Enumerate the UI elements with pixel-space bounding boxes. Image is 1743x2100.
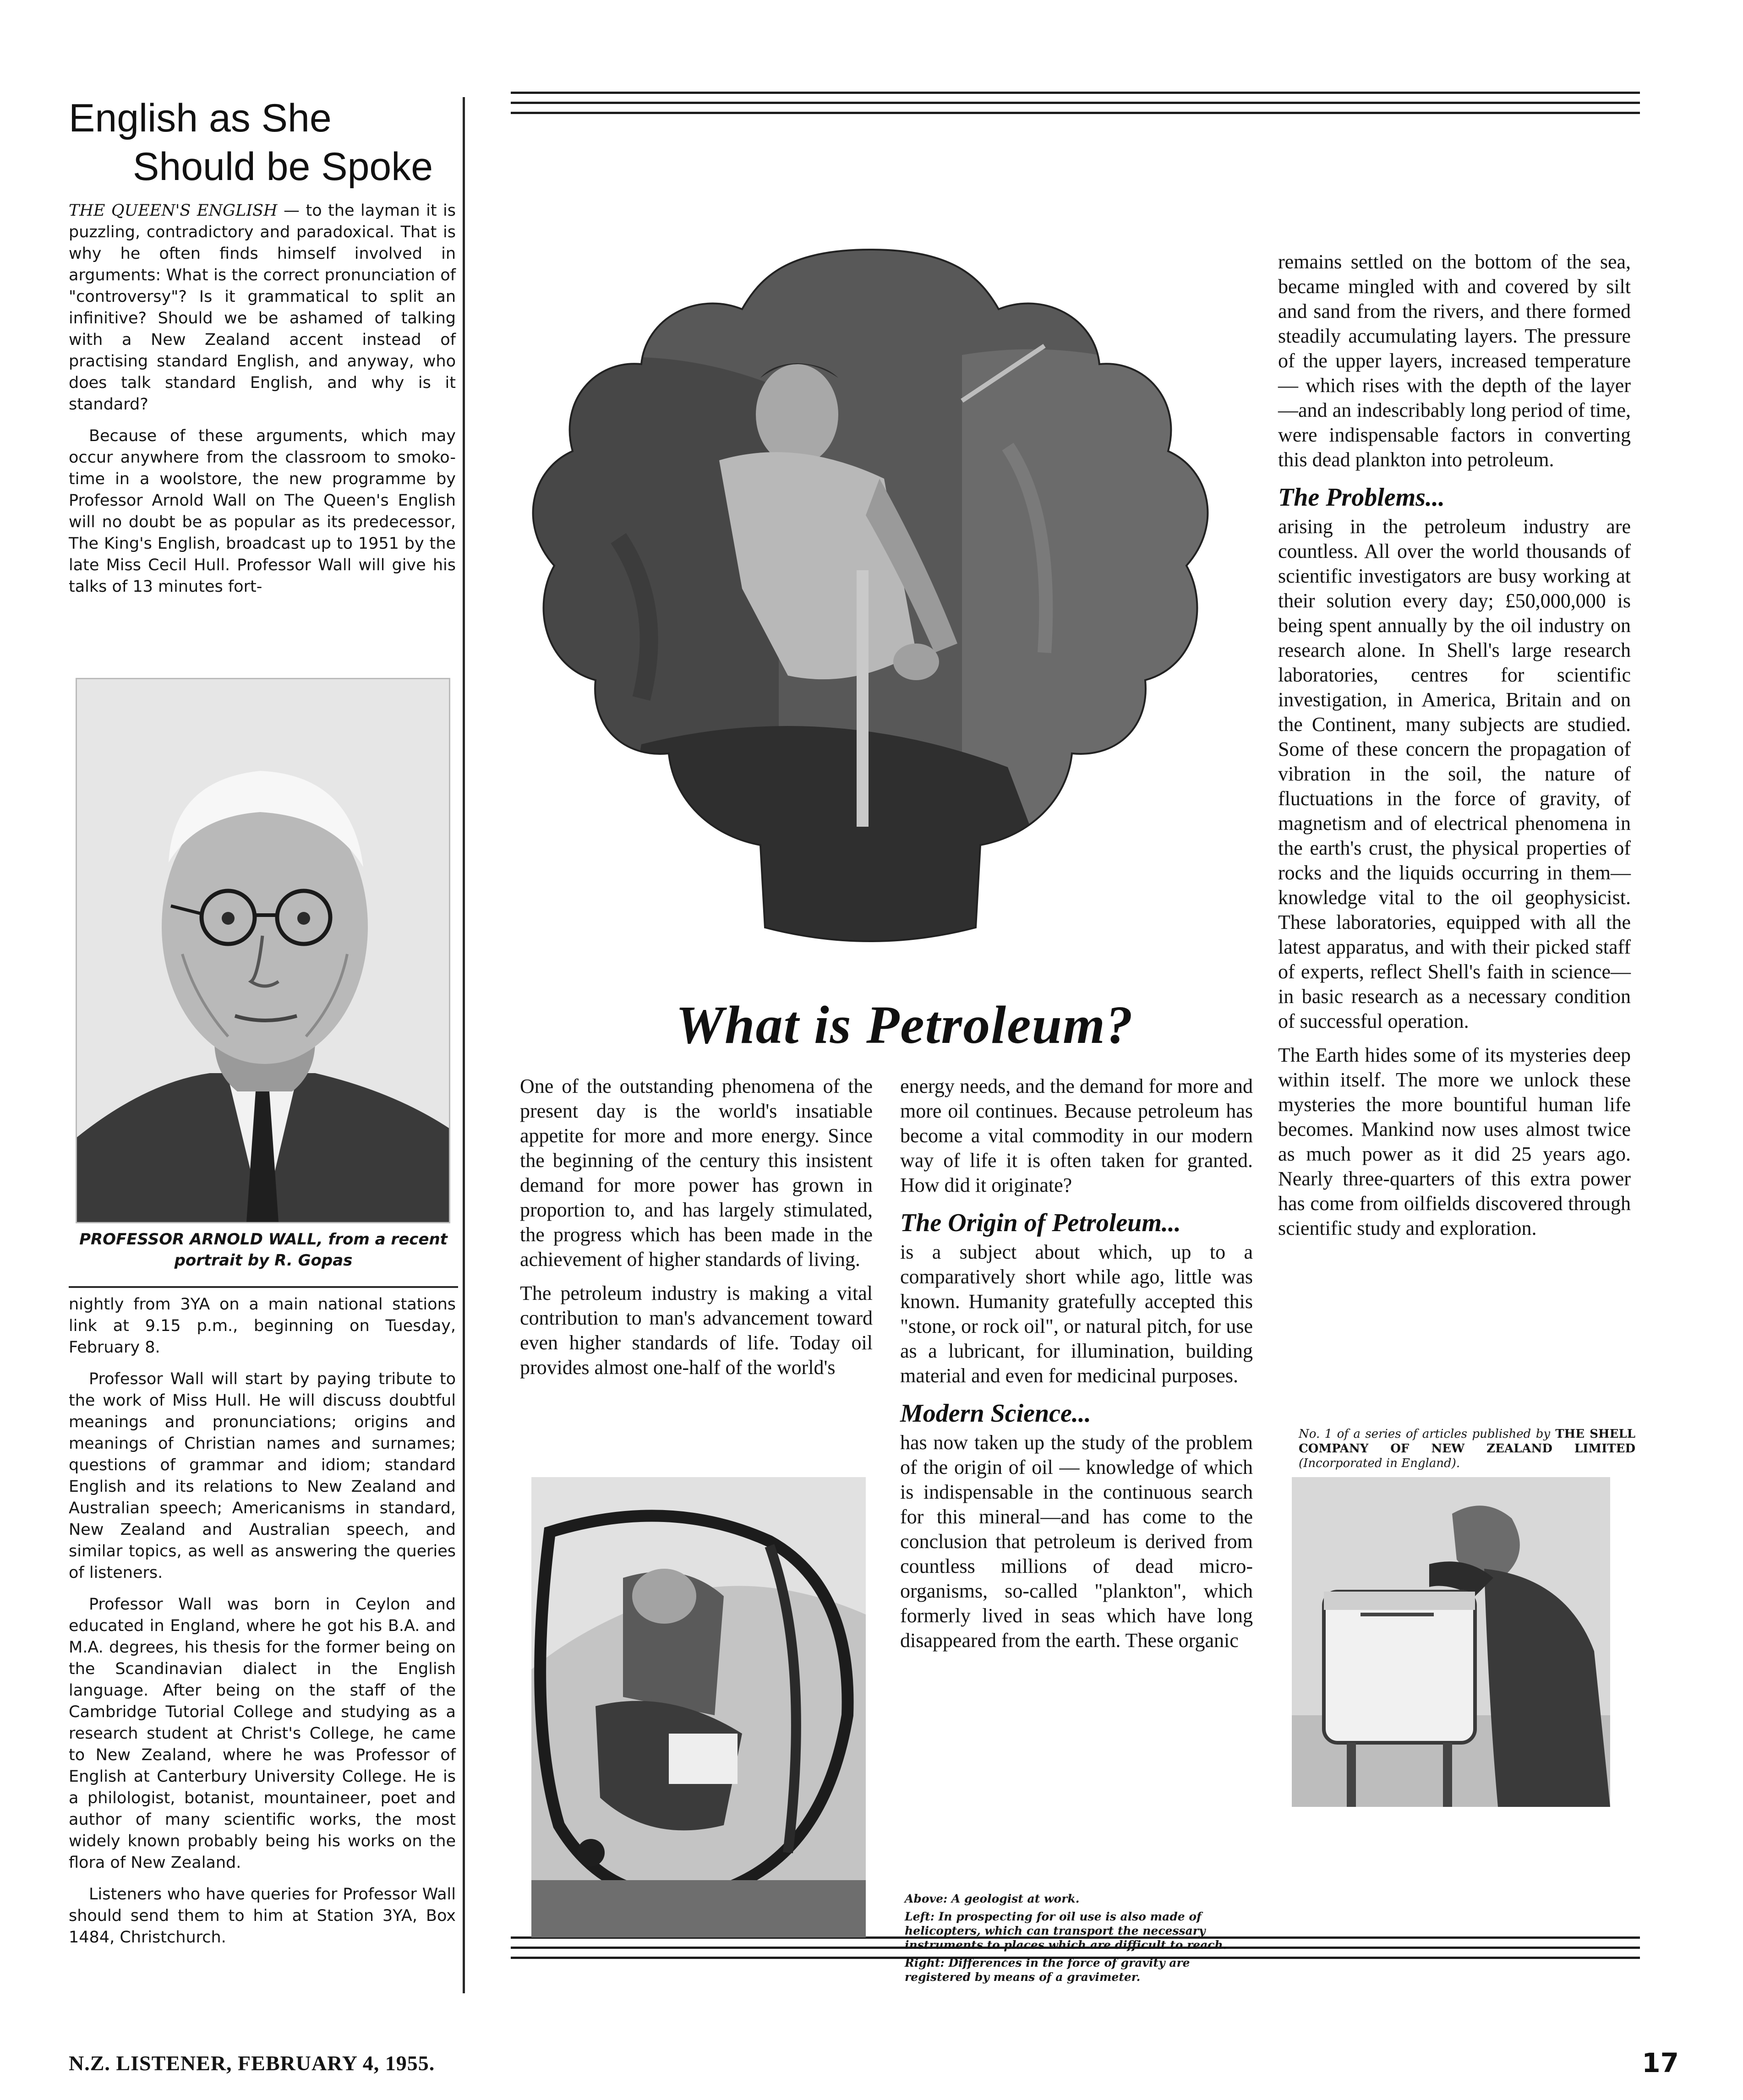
portrait-caption: PROFESSOR ARNOLD WALL, from a recent portrait by R. Gopas xyxy=(79,1230,448,1270)
gravimeter-drawing xyxy=(1292,1477,1610,1807)
subhead-problems: The Problems... xyxy=(1278,483,1445,512)
advert-headline: What is Petroleum? xyxy=(676,995,1134,1055)
page-number: 17 xyxy=(1642,2047,1679,2078)
helicopter-photo xyxy=(531,1477,866,1937)
credit-tail: (Incorporated in England). xyxy=(1299,1456,1460,1470)
helicopter-drawing xyxy=(531,1477,866,1937)
article-body-top xyxy=(69,200,456,608)
article-paragraph-6: Listeners who have queries for Professor Wall should send them to him at Station 3YA, Box 1484, Christchurch. xyxy=(69,1885,456,1947)
article-paragraph-5: Professor Wall was born in Ceylon and educated in England, where he got his B.A. and M.A. degrees, his thesis for the former being on the Scandinavian dialect in the English language. After being on the staff of the Cambridge Tutorial College and studying as a research student at Christ's College, he came to New Zealand, where he was Professor of English at Canterbury University College. He is a philologist, botanist, mountaineer, poet and author of many scientific works, the most widely known probably being his works on the flora of New Zealand. xyxy=(69,1595,456,1872)
portrait-image xyxy=(76,678,450,1223)
subhead-origin: The Origin of Petroleum... xyxy=(900,1209,1181,1237)
article-title-line2: Should be Spoke xyxy=(133,145,433,189)
caption-right: Right: Differences in the force of gravity are registered by means of a gravimeter. xyxy=(905,1956,1190,1984)
photo-captions xyxy=(905,1892,1253,1988)
advert-column-1 xyxy=(520,1074,873,1389)
subhead-modern-science: Modern Science... xyxy=(900,1399,1091,1428)
advert-col3-para3: The Earth hides some of its mysteries deep within itself. The more we unlock these mysteries the more bountiful human life becomes. Mankind now uses almost twice as much power as it did 25 years ago. Nearly three-quarters of this extra power has come from oilfields discovered through scientific study and exploration. xyxy=(1278,1044,1631,1239)
top-rule-2 xyxy=(511,102,1640,104)
advert-credit xyxy=(1299,1427,1635,1471)
article-paragraph-2: Because of these arguments, which may occur anywhere from the classroom to smoko-time in a woolstore, the new programme by Professor Arnold Wall on The Queen's English will no doubt be as popular as its predecessor, The King's English, broadcast up to 1951 by the late Miss Cecil Hull. Professor Wall will give his talks of 13 minutes fort- xyxy=(69,427,456,596)
lead-rest: — to the layman it is puzzling, contradictory and paradoxical. That is why he often finds himself involved in arguments: What is the correct pronunciation of "controversy"? Is it grammatical to split an infinitive? Should we be ashamed of talking with a New Zealand accent instead of practising standard English, and anyway, who does talk standard English, and why is it standard? xyxy=(69,202,456,414)
article-paragraph-3: nightly from 3YA on a main national stations link at 9.15 p.m., beginning on Tuesday, February 8. xyxy=(69,1295,456,1357)
lead-caps: THE QUEEN'S ENGLISH xyxy=(69,202,278,220)
credit-series: No. 1 of a series of articles published by xyxy=(1299,1427,1551,1441)
portrait-drawing xyxy=(77,679,449,1222)
article-title xyxy=(69,94,458,191)
top-rule-1 xyxy=(511,92,1640,94)
advert-col2-para1: energy needs, and the demand for more and more oil continues. Because petroleum has become a vital commodity in our modern way of life it is often taken for granted. How did it originate? xyxy=(900,1075,1253,1196)
credit-company: THE SHELL COMPANY OF NEW ZEALAND LIMITED xyxy=(1299,1427,1635,1456)
advert-column-3 xyxy=(1278,250,1631,1250)
advert-col2-para3: has now taken up the study of the problem of the origin of oil — knowledge of which is indispensable in the continuous search for this mineral—and has come to the conclusion that petroleum is derived from countless millions of dead micro-organisms, so-called "plankton", which formerly lived in seas which have long disappeared from the earth. These organic xyxy=(900,1431,1253,1652)
advert-column-2 xyxy=(900,1074,1253,1662)
advert-col1-para2: The petroleum industry is making a vital contribution to man's advancement toward even higher standards of life. Today oil provides almost one-half of the world's xyxy=(520,1282,873,1379)
shell-photo xyxy=(504,240,1237,1010)
article-lead-paragraph xyxy=(69,200,456,415)
advert-col3-para1: remains settled on the bottom of the sea, became mingled with and covered by silt and sand from the rivers, and there formed steadily accumulating layers. The pressure of the upper layers, increased temperature — which rises with the depth of the layer—and an indescribably long period of time, were indispensable factors in converting this dead plankton into petroleum. xyxy=(1278,251,1631,471)
caption-above: Above: A geologist at work. xyxy=(905,1892,1080,1905)
advert-col3-para2: arising in the petroleum industry are countless. All over the world thousands of scientific investigators are busy working at their solution every day; £50,000,000 is being spent annually by the oil industry on research alone. In Shell's large research laboratories, centres for scientific investigation, in America, Britain and on the Continent, many subjects are studied. Some of these concern the propagation of vibration in the soil, the nature of fluctuations in the force of gravity, of magnetism and of electrical phenomena in the earth's crust, the physical properties of rocks and the liquids occurring in them—knowledge vital to the oil geophysicist. These laboratories, equipped with all the latest apparatus, and with their picked staff of experts, reflect Shell's faith in science—in basic research as a necessary condition of successful operation. xyxy=(1278,515,1631,1032)
article-title-line1: English as She xyxy=(69,96,332,140)
publication-footer: N.Z. LISTENER, FEBRUARY 4, 1955. xyxy=(69,2051,435,2075)
advert-col2-para2: is a subject about which, up to a comparatively short while ago, little was known. Humanity gratefully accepted this "stone, or rock oil", or natural pitch, for use as a lubricant, for illumination, building material and even for medicinal purposes. xyxy=(900,1241,1253,1387)
article-body-bottom xyxy=(69,1294,456,1958)
article-paragraph-4: Professor Wall will start by paying tribute to the work of Miss Hull. He will discuss doubtful meanings and pronunciations; origins and meanings of Christian names and surnames; questions of grammar and idiom; standard English and its relations to New Zealand and Australian speech; Americanisms in standard, New Zealand and Australian speech, and similar topics, as well as answering the queries of listeners. xyxy=(69,1370,456,1582)
caption-left: Left: In prospecting for oil use is also made of helicopters, which can transport the necessary instruments to places which are difficult to reach. xyxy=(905,1910,1227,1952)
caption-rule xyxy=(69,1286,458,1288)
advert-col1-para1: One of the outstanding phenomena of the present day is the world's insatiable appetite for more and more energy. Since the beginning of the century this insistent demand for more power has grown in proportion to, and has largely stimulated, the progress which has been made in the achievement of higher standards of living. xyxy=(520,1075,873,1271)
gravimeter-photo xyxy=(1292,1477,1610,1807)
top-rule-3 xyxy=(511,112,1640,114)
column-divider xyxy=(463,97,465,1993)
